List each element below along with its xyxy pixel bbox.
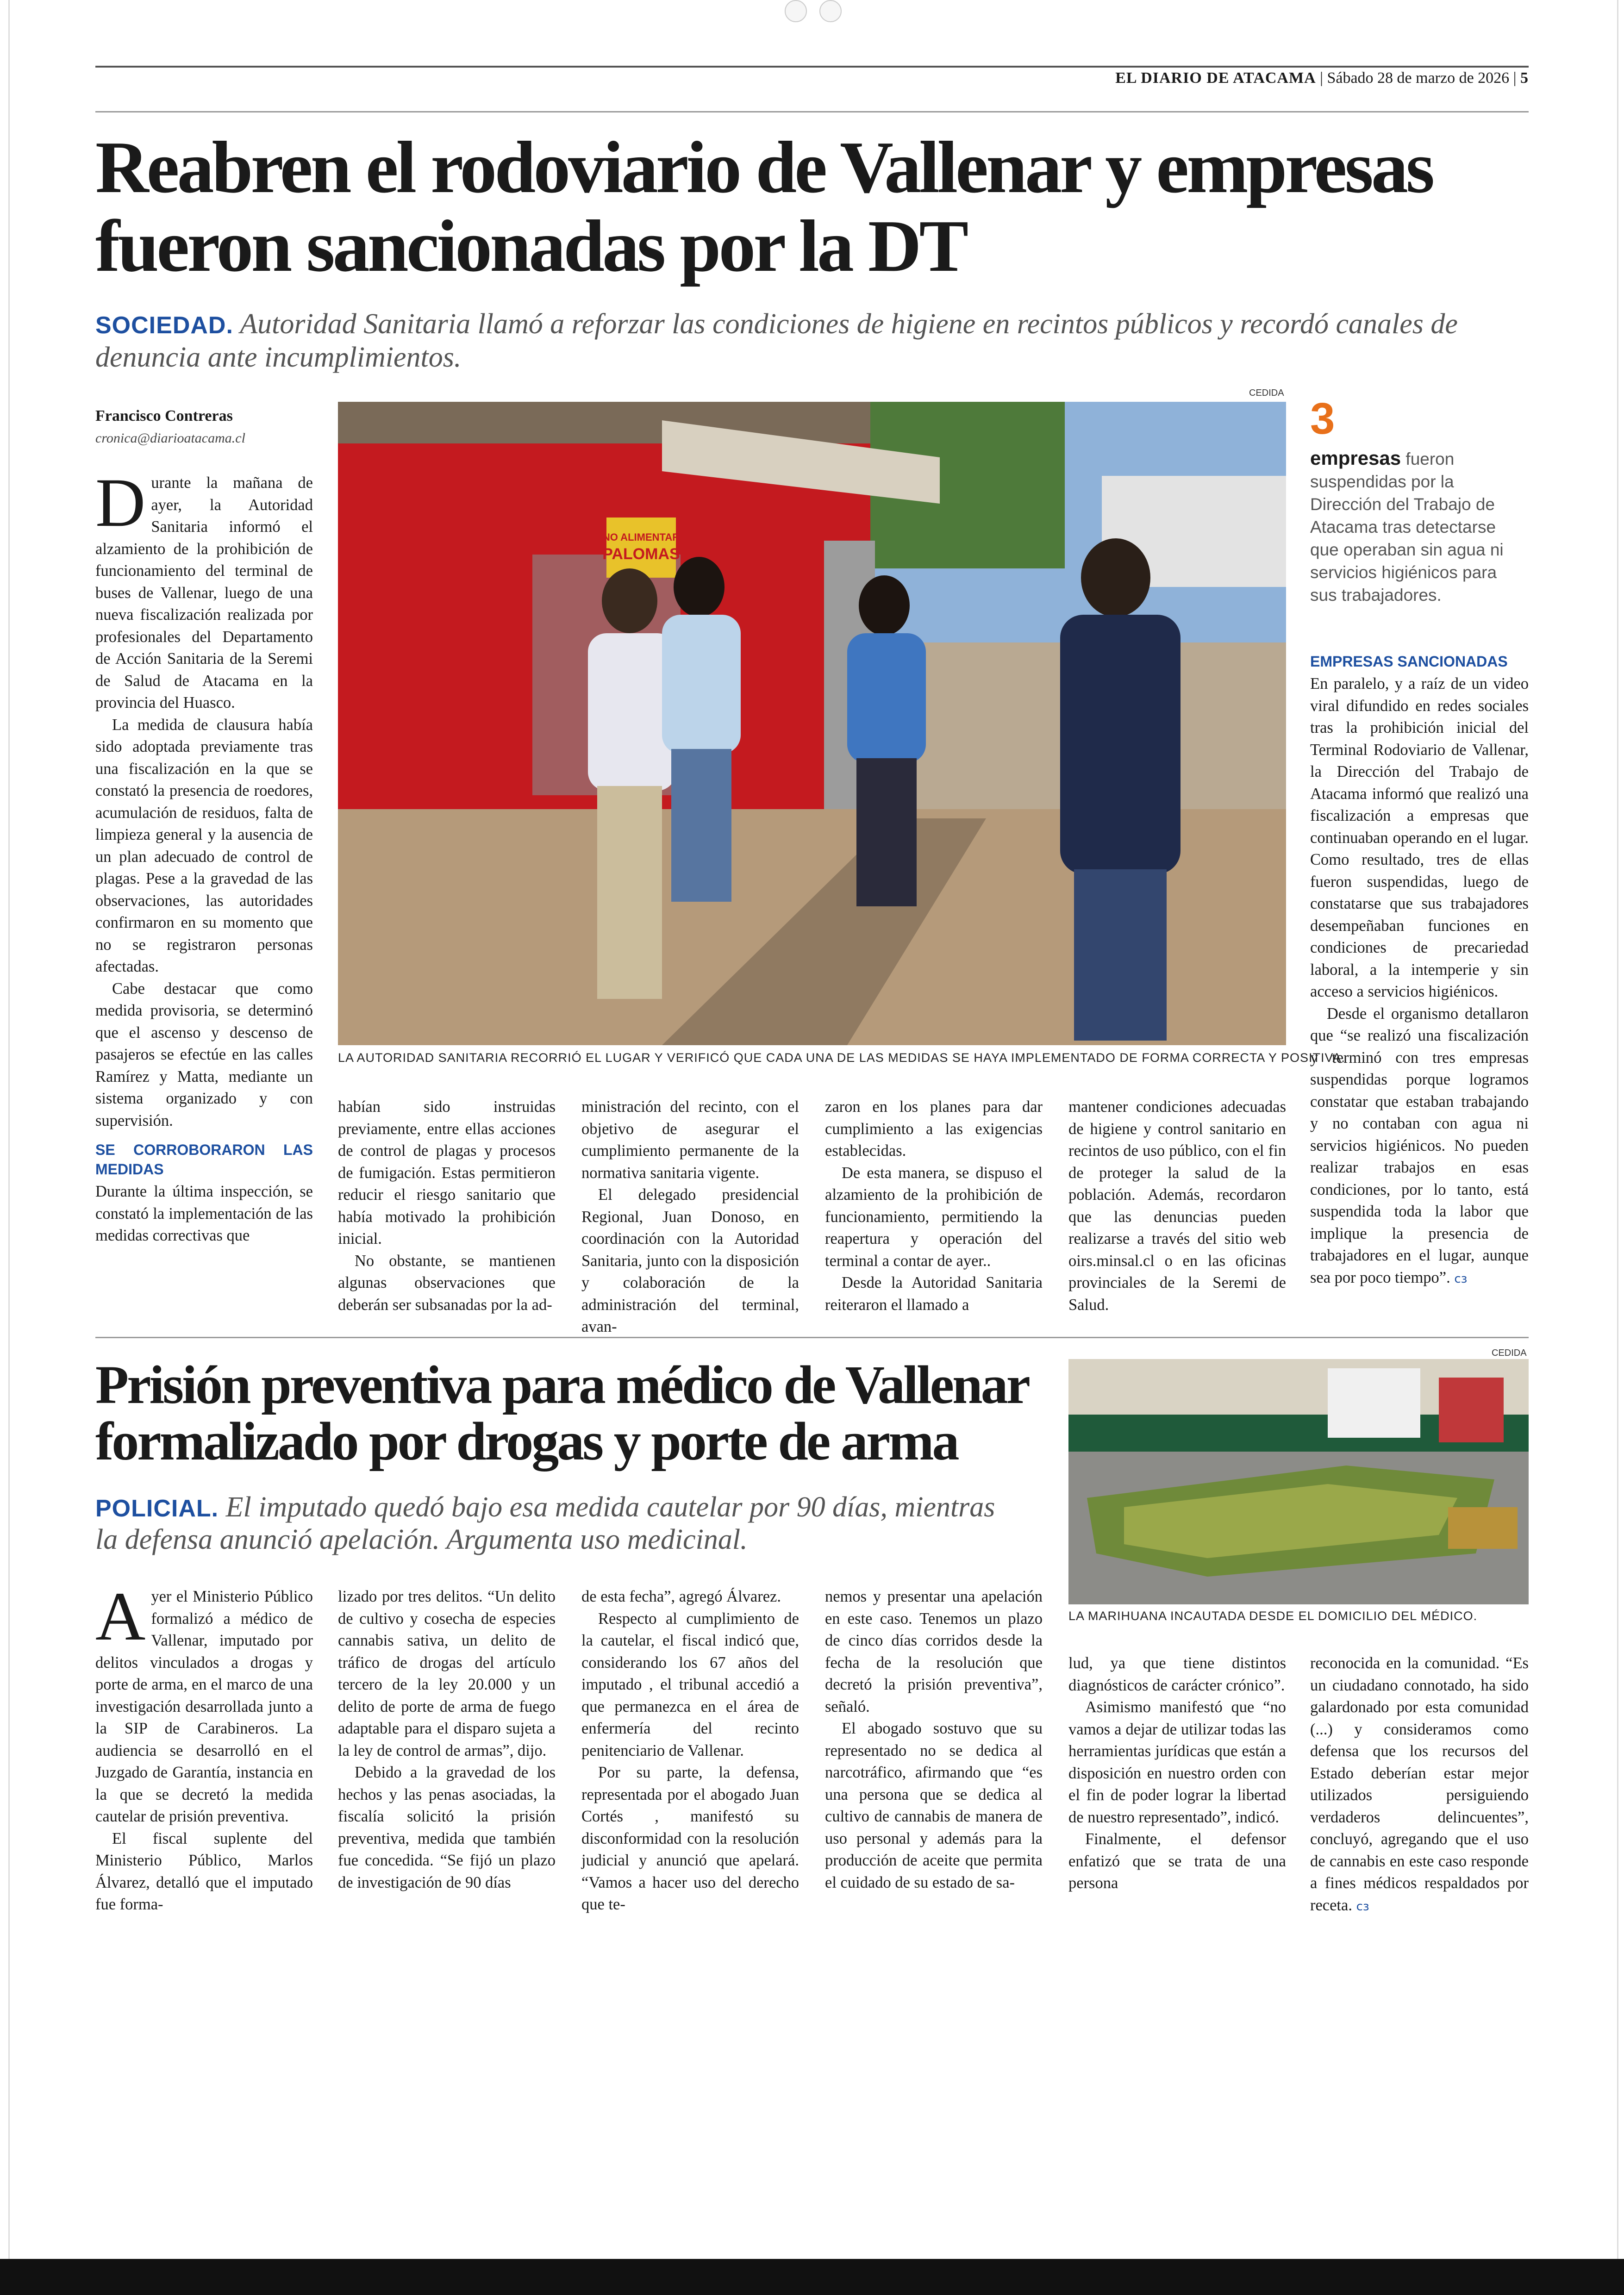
article2-col4-p1: nemos y presentar una apelación en este caso. Tenemos un plazo de cinco días corridos desde la fecha de la resolución que decretó la prisión preventiva”, señaló. — [825, 1588, 1043, 1715]
photo1-credit: CEDIDA — [1249, 388, 1284, 398]
article2-column3 — [581, 1586, 799, 1916]
drop-cap-a: A — [95, 1578, 146, 1655]
end-mark-icon: cз — [1356, 1899, 1369, 1914]
masthead: EL DIARIO DE ATACAMA | Sábado 28 de marzo de 2026 | 5 — [1115, 69, 1529, 87]
viewer-bottom-bar — [0, 2259, 1624, 2295]
article2-headline-line1: Prisión preventiva para médico de Vallenar — [95, 1354, 1029, 1415]
article1-column2 — [338, 1096, 556, 1316]
article2-col2-p1: lizado por tres delitos. “Un delito de cultivo y cosecha de especies cannabis sativa, un delito de tráfico de drogas del artículo tercero de la ley 20.000 y un delito de porte de arma de fuego adaptable para el disparo sujeta a la ley de control de armas”, dijo. — [338, 1588, 556, 1759]
article2-col1-p1: yer el Ministerio Público formalizó a médico de Vallenar, imputado por delitos vinculados a drogas y porte de arma, en el marco de una investigación desarrollada junto a la SIP de Carabineros. La audiencia se desarrolló en el Juzgado de Garantía, instancia en la que se decretó la medida cautelar de prisión preventiva. — [95, 1588, 313, 1825]
subhead-empresas: EMPRESAS SANCIONADAS — [1310, 653, 1508, 670]
seized-plants-photo — [1068, 1359, 1529, 1604]
issue-date: Sábado 28 de marzo de 2026 — [1327, 69, 1510, 87]
prev-page-icon[interactable] — [785, 0, 807, 22]
article2-col4-p2: El abogado sostuvo que su representado no se dedica al narcotráfico, afirmando que “es una persona que se dedica al cultivo de cannabis de manera de uso personal y además para la producción de aceite que permita el cuidado de su estado de sa- — [825, 1720, 1043, 1891]
top-rule — [95, 66, 1529, 68]
article1-col3-p1: ministración del recinto, con el objetivo de asegurar el cumplimiento permanente de la normativa sanitaria vigente. — [581, 1098, 799, 1182]
article1-lead — [95, 307, 1530, 342]
subhead-medidas: SE CORROBORARON LAS MEDIDAS — [95, 1141, 313, 1178]
article2-lead-line2: la defensa anunció apelación. Argumenta uso medicinal. — [95, 1524, 748, 1555]
article1-kicker: SOCIEDAD. — [95, 312, 233, 339]
article2-column5 — [1068, 1653, 1286, 1895]
article1-col6-p1: En paralelo, y a raíz de un video viral difundido en redes sociales tras la prohibición inicial del Terminal Rodoviario de Vallenar, la Dirección del Trabajo de Atacama informó que realizó una fiscalización a empresas que continuaban operando en el lugar. Como resultado, tres de ellas fueron suspendidas, luego de constatarse que sus trabajadores desempeñaban funciones en condiciones de precariedad laboral, a la intemperie y sin acceso a servicios higiénicos. — [1310, 675, 1529, 1000]
article2-headline-line2: formalizado por drogas y porte de arma — [95, 1411, 958, 1472]
article1-col6-p2: Desde el organismo detallaron que “se realizó una fiscalización y terminó con tres empresas suspendidas porque logramos constatar que estaban trabajando y no contaban con agua ni servicios higiénicos. No pueden realizar trabajos en esas condiciones, por lo tanto, está suspendida toda la labor que implique la presencia de trabajadores en el lugar, aunque sea por poco tiempo”. — [1310, 1004, 1529, 1286]
terminal-photo — [338, 402, 1286, 1045]
terminal-photo-illustration — [338, 402, 1286, 1045]
article1-col4-p1: zaron en los planes para dar cumplimiento a las exigencias establecidas. — [825, 1098, 1043, 1160]
article2-col6-p1: reconocida en la comunidad. “Es un ciudadano connotado, ha sido galardonado por esta comunidad (...) y consideramos como defensa que los recursos del Estado deberían estar mejor utilizados persiguiendo verdaderos delincuentes”, concluyó, agregando que el uso de cannabis en este caso responde a fines médicos respaldados por receta. — [1310, 1654, 1529, 1914]
article1-column4 — [825, 1096, 1043, 1316]
paper-name: EL DIARIO DE ATACAMA — [1115, 69, 1316, 87]
article1-column1 — [95, 464, 313, 1247]
sidebar-fact — [1310, 447, 1528, 606]
sidebar-text: fueron suspendidas por la Dirección del Trabajo de Atacama tras detectarse que operaban sin agua ni servicios higiénicos para sus trabajadores. — [1310, 449, 1504, 605]
photo2-caption: LA MARIHUANA INCAUTADA DESDE EL DOMICILIO DEL MÉDICO. — [1068, 1609, 1478, 1623]
article2-col5-p2: Asimismo manifestó que “no vamos a dejar de utilizar todas las herramientas jurídicas que están a disposición en nuestro orden con el fin de poder lograr la libertad de nuestro representado”, indicó. — [1068, 1698, 1286, 1826]
author-email[interactable]: cronica@diarioatacama.cl — [95, 430, 245, 446]
article2-column1 — [95, 1578, 313, 1916]
article1-col2-p1: habían sido instruidas previamente, entre ellas acciones de control de plagas y procesos de fumigación. Estas permitieron reducir el riesgo sanitario que había motivado la prohibición inicial. — [338, 1098, 556, 1247]
article1-headline-line2: fueron sancionadas por la DT — [95, 205, 967, 287]
drop-cap-d: D — [95, 464, 146, 541]
sidebar-bold: empresas — [1310, 447, 1401, 469]
seized-plants-illustration — [1068, 1359, 1529, 1604]
article2-col5-p1: lud, ya que tiene distintos diagnósticos de carácter crónico”. — [1068, 1654, 1286, 1694]
article1-col4-p3: Desde la Autoridad Sanitaria reiteraron el llamado a — [825, 1274, 1043, 1314]
photo2-credit: CEDIDA — [1492, 1348, 1527, 1358]
article1-col1-p4: Durante la última inspección, se constató la implementación de las medidas correctivas que — [95, 1183, 313, 1244]
end-mark-icon: cз — [1454, 1272, 1468, 1286]
article2-lead-line1: El imputado quedó bajo esa medida cautelar por 90 días, mientras — [225, 1491, 995, 1523]
article2-column4 — [825, 1586, 1043, 1894]
article1-col2-p2: No obstante, se mantienen algunas observaciones que deberán ser subsanadas por la ad- — [338, 1252, 556, 1314]
article1-column5 — [1068, 1096, 1286, 1316]
sidebar-number: 3 — [1310, 394, 1335, 443]
article2-kicker: POLICIAL. — [95, 1495, 219, 1522]
page-number: 5 — [1520, 69, 1529, 87]
author-name: Francisco Contreras — [95, 407, 233, 424]
article2-col1-p2: El fiscal suplente del Ministerio Público, Marlos Álvarez, detalló que el imputado fue forma- — [95, 1829, 313, 1913]
article1-column3 — [581, 1096, 799, 1338]
article2-col5-p3: Finalmente, el defensor enfatizó que se trata de una persona — [1068, 1830, 1286, 1892]
article2-column2 — [338, 1586, 556, 1894]
article1-lead-line1: Autoridad Sanitaria llamó a reforzar las condiciones de higiene en recintos públicos y recordó canales de — [240, 308, 1458, 340]
article2-col3-p2: Respecto al cumplimiento de la cautelar, el fiscal indicó que, considerando los 67 años del imputado , el tribunal accedió a que permanezca en el área de enfermería del recinto penitenciario de Vallenar. — [581, 1609, 799, 1759]
article1-column6 — [1310, 643, 1529, 1290]
article1-col1-p2: La medida de clausura había sido adoptada previamente tras una fiscalización en la que se constató la presencia de roedores, acumulación de residuos, falta de limpieza general y la ausencia de un plan adecuado de control de plagas. Pese a la gravedad de las observaciones, las autoridades confirmaron en su momento que no se registraron personas afectadas. — [95, 716, 313, 975]
section-divider — [95, 1337, 1529, 1338]
sign-line1: NO ALIMENTAR — [602, 531, 680, 543]
article2-col3-p1: de esta fecha”, agregó Álvarez. — [581, 1588, 781, 1605]
photo1-caption: LA AUTORIDAD SANITARIA RECORRIÓ EL LUGAR Y VERIFICÓ QUE CADA UNA DE LAS MEDIDAS SE HAYA IMPLEMENTADO DE FORMA CORRECTA Y POSITIVA. — [338, 1051, 1345, 1065]
sign-line2: PALOMAS — [602, 545, 680, 563]
next-page-icon[interactable] — [819, 0, 842, 22]
article1-col5-p1: mantener condiciones adecuadas de higiene y control sanitario en recintos de uso público, con el fin de proteger la salud de la población. Además, recordaron que las denuncias pueden realizarse a través del sitio web oirs.minsal.cl o en las oficinas provinciales de la Seremi de Salud. — [1068, 1098, 1286, 1314]
article2-column6 — [1310, 1653, 1529, 1918]
article1-col4-p2: De esta manera, se dispuso el alzamiento de la prohibición de funcionamiento, permitiendo la reapertura y operación del terminal a contar de ayer.. — [825, 1164, 1043, 1270]
article1-headline-line1: Reabren el rodoviario de Vallenar y empresas — [95, 126, 1433, 208]
article1-lead-line2: denuncia ante incumplimientos. — [95, 342, 462, 373]
article2-col2-p2: Debido a la gravedad de los hechos y las penas asociadas, la fiscalía solicitó la prisión preventiva, medida que también fue concedida. “Se fijó un plazo de investigación de 90 días — [338, 1764, 556, 1891]
article2-col3-p3: Por su parte, la defensa, representada por el abogado Juan Cortés , manifestó su disconformidad con la resolución judicial y anunció que apelará. “Vamos a hacer uso del derecho que te- — [581, 1764, 799, 1913]
article1-col1-p3: Cabe destacar que como medida provisoria, se determinó que el ascenso y descenso de pasajeros se efectúe en las calles Ramírez y Matta, mediante un sistema organizado y con supervisión. — [95, 979, 313, 1129]
article1-col1-p1: urante la mañana de ayer, la Autoridad Sanitaria informó el alzamiento de la prohibición de funcionamiento del terminal de buses de Vallenar, luego de una nueva fiscalización realizada por profesionales del Departamento de Acción Sanitaria de la Seremi de Salud de Atacama en la provincia del Huasco. — [95, 474, 313, 711]
masthead-rule — [95, 111, 1529, 112]
article1-col3-p2: El delegado presidencial Regional, Juan Donoso, en coordinación con la Autoridad Sanitaria, junto con la disposición y colaboración de la administración del terminal, avan- — [581, 1186, 799, 1335]
article2-lead — [95, 1491, 1068, 1525]
